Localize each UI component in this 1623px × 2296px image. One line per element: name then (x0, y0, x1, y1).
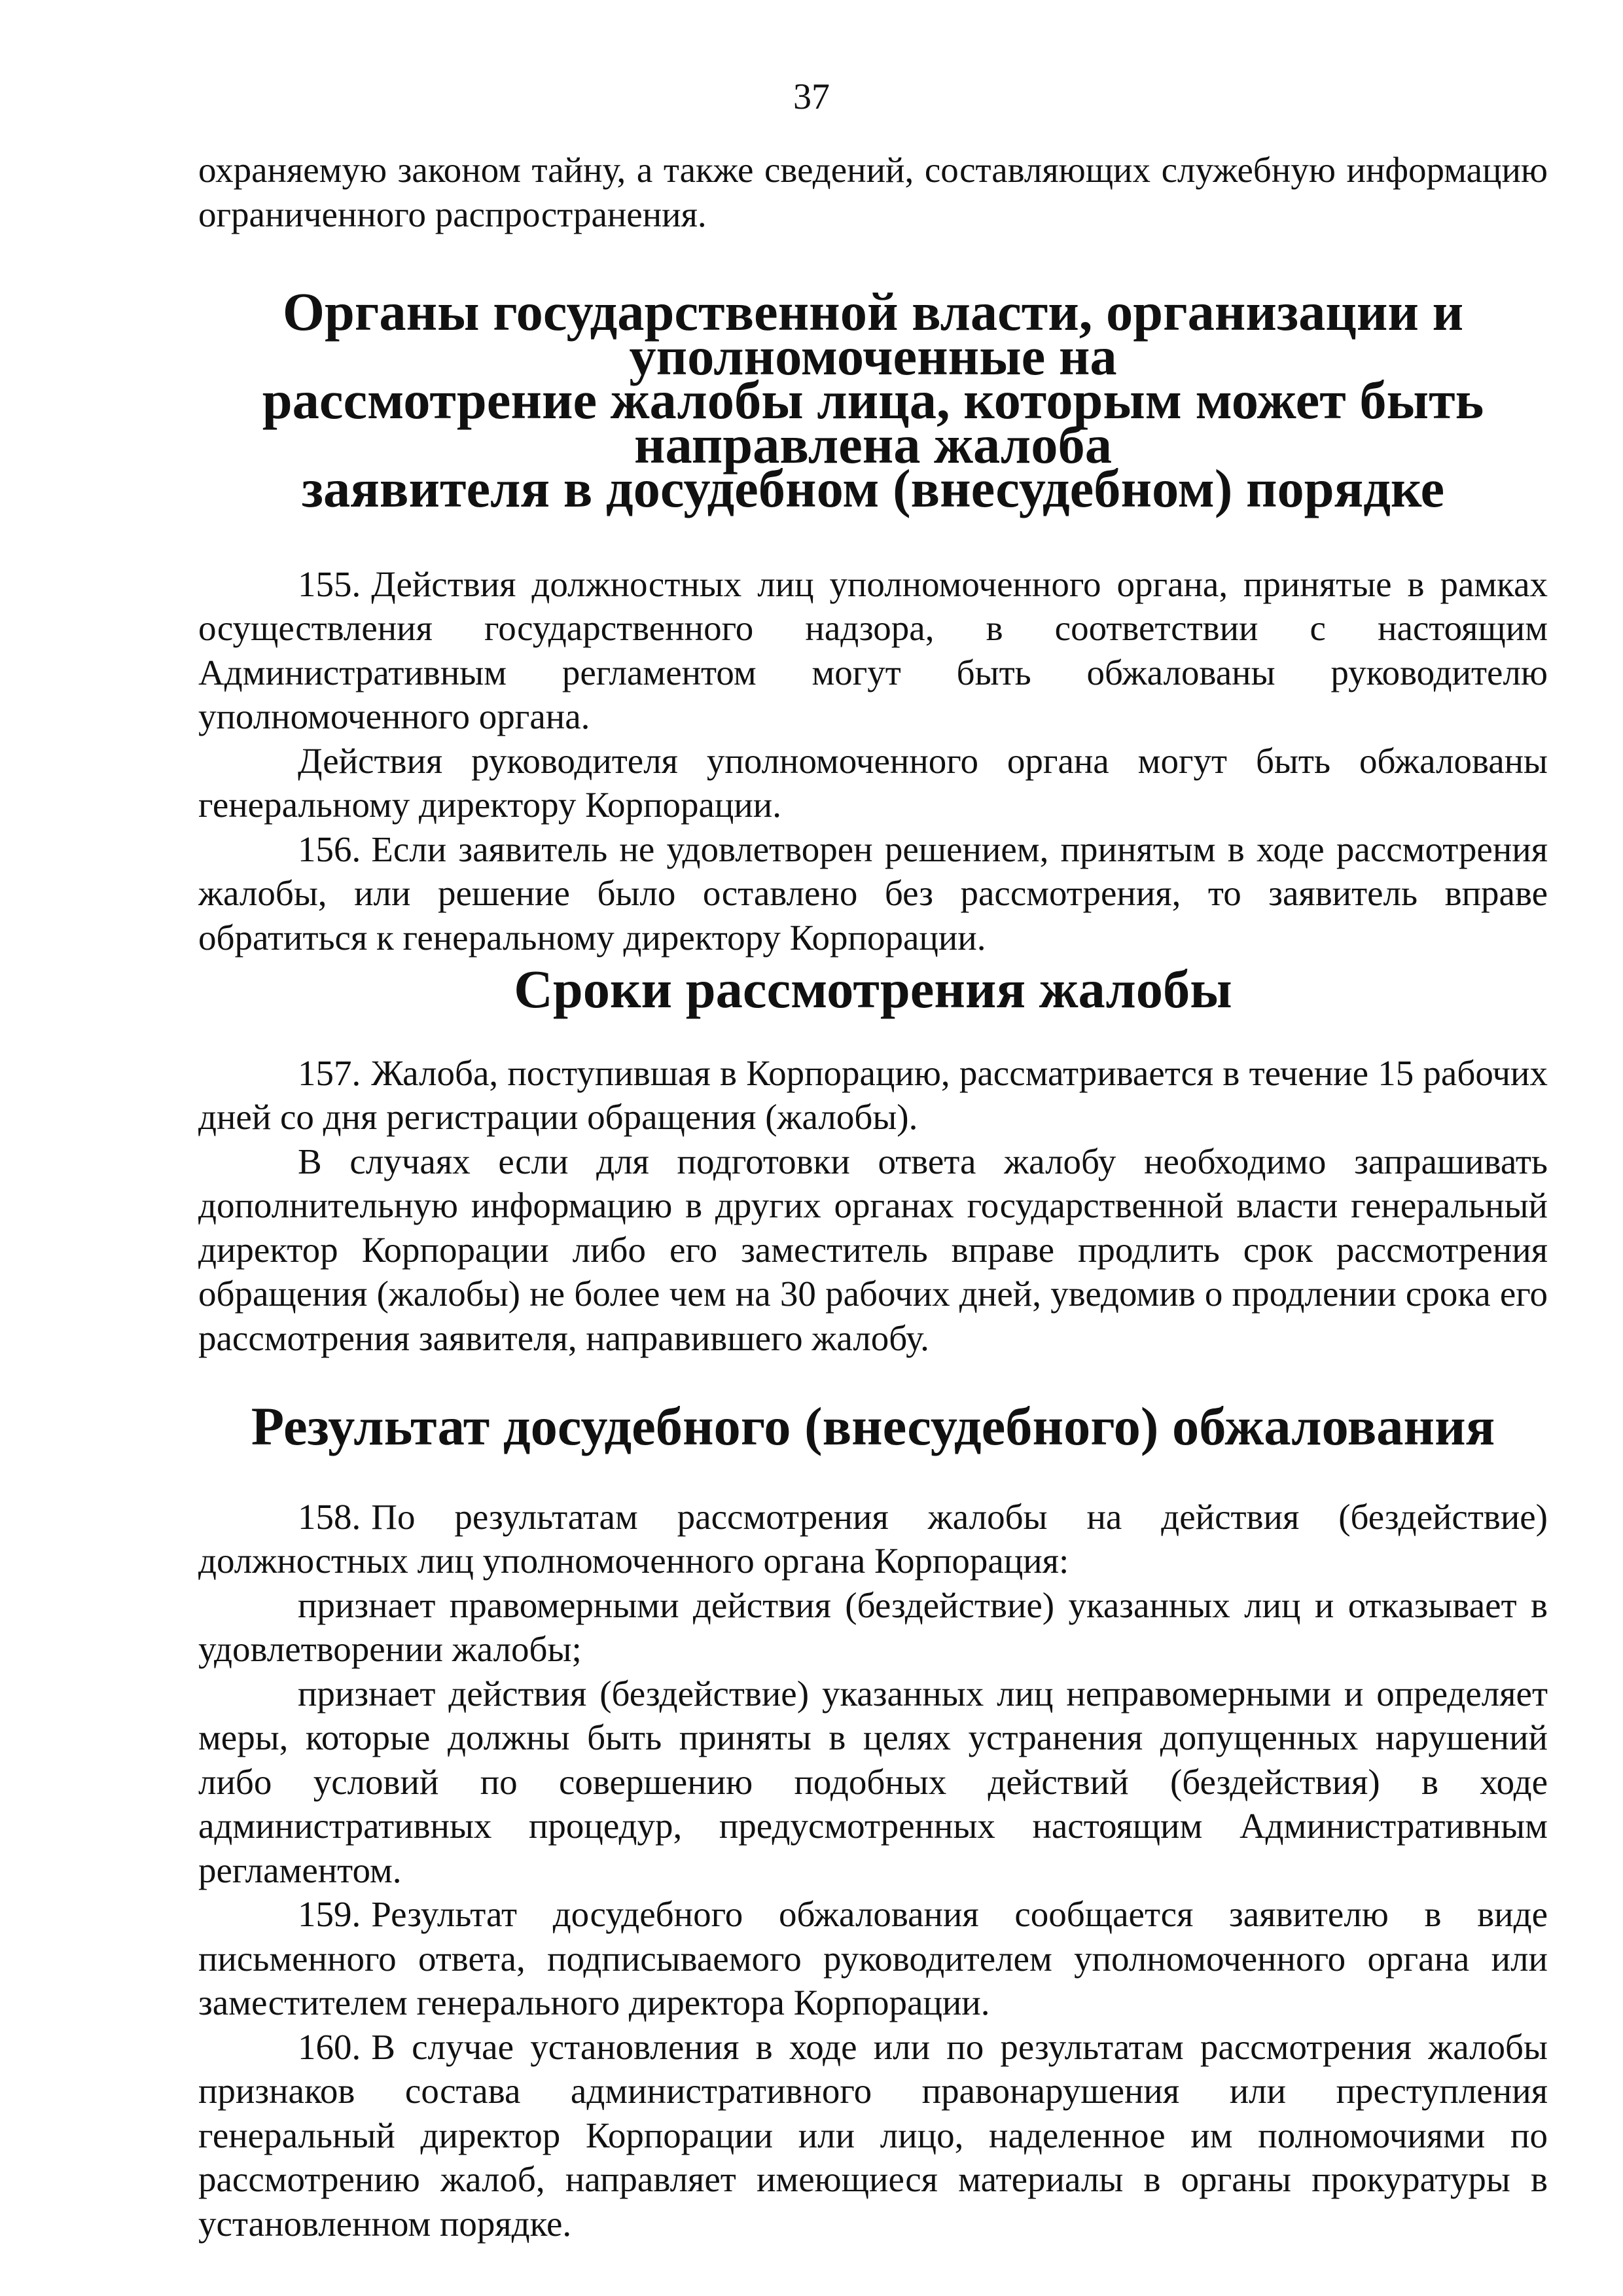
paragraph-157 (198, 1051, 1548, 1139)
paragraph-155 (198, 562, 1548, 739)
paragraph-text: Результат досудебного обжалования сообщается заявителю в виде письменного ответа, подписываемого руководителем уполномоченного органа или заместителем генерального директора Корпорации. (198, 1894, 1548, 2022)
paragraph-158-item-2: признает действия (бездействие) указанных лиц неправомерными и определяет меры, которые должны быть приняты в целях устранения допущенных нарушений либо условий по совершению подобных действий (бездействия) в ходе административных процедур, предусмотренных настоящим Административным регламентом. (198, 1673, 1548, 1890)
section-heading-review-deadlines: Сроки рассмотрения жалобы (514, 959, 1232, 1019)
paragraph-text: В случае установления в ходе или по результатам рассмотрения жалобы признаков состава административного правонарушения или преступления генеральный директор Корпорации или лицо, наделенное им полномочиями по рассмотрению жалоб, направляет имеющиеся материалы в органы прокуратуры в установленном порядке. (198, 2026, 1548, 2244)
paragraph-text: Если заявитель не удовлетворен решением, принятым в ходе рассмотрения жалобы, или решение было оставлено без рассмотрения, то заявитель вправе обратиться к генеральному директору Корпорации. (198, 829, 1548, 958)
heading-line: рассмотрение жалобы лица, которым может быть направлена жалоба (262, 370, 1484, 475)
paragraph-number: 160. (298, 2026, 361, 2067)
paragraph-157-continued: В случаях если для подготовки ответа жалобу необходимо запрашивать дополнительную информацию в других органах государственной власти генеральный директор Корпорации либо его заместитель вправе продлить срок рассмотрения обращения (жалобы) не более чем на 30 рабочих дней, уведомив о продлении срока его рассмотрения заявителя, направившего жалобу. (198, 1141, 1548, 1358)
paragraph-text: Действия должностных лиц уполномоченного органа, принятые в рамках осуществления государственного надзора, в соответствии с настоящим Административным регламентом могут быть обжалованы руководителю уполномоченного органа. (198, 564, 1548, 736)
paragraph-156 (198, 827, 1548, 960)
paragraph-158 (198, 1495, 1548, 1583)
paragraph-number: 158. (298, 1496, 361, 1537)
paragraph-number: 157. (298, 1052, 361, 1093)
section-heading-complaint-bodies (198, 281, 1548, 518)
paragraph-number: 155. (298, 564, 361, 604)
heading-line: Органы государственной власти, организации и уполномоченные на (282, 281, 1464, 386)
paragraph-number: 159. (298, 1894, 361, 1934)
paragraph-159 (198, 1892, 1548, 2025)
heading-line: заявителя в досудебном (внесудебном) порядке (301, 458, 1445, 518)
paragraph-text: По результатам рассмотрения жалобы на действия (бездействие) должностных лиц уполномоченного органа Корпорация: (198, 1496, 1548, 1581)
intro-paragraph: охраняемую законом тайну, а также сведений, составляющих служебную информацию ограниченного распространения. (198, 150, 1548, 234)
paragraph-number: 156. (298, 829, 361, 869)
paragraph-155-continued: Действия руководителя уполномоченного органа могут быть обжалованы генеральному директору Корпорации. (198, 740, 1548, 825)
page-number: 37 (793, 77, 830, 117)
paragraph-158-item-1: признает правомерными действия (бездействие) указанных лиц и отказывает в удовлетворении жалобы; (198, 1585, 1548, 1669)
paragraph-text: Жалоба, поступившая в Корпорацию, рассматривается в течение 15 рабочих дней со дня регистрации обращения (жалобы). (198, 1052, 1548, 1137)
document-body (198, 148, 1548, 2246)
paragraph-160 (198, 2025, 1548, 2246)
section-heading-appeal-result: Результат досудебного (внесудебного) обжалования (251, 1396, 1495, 1456)
